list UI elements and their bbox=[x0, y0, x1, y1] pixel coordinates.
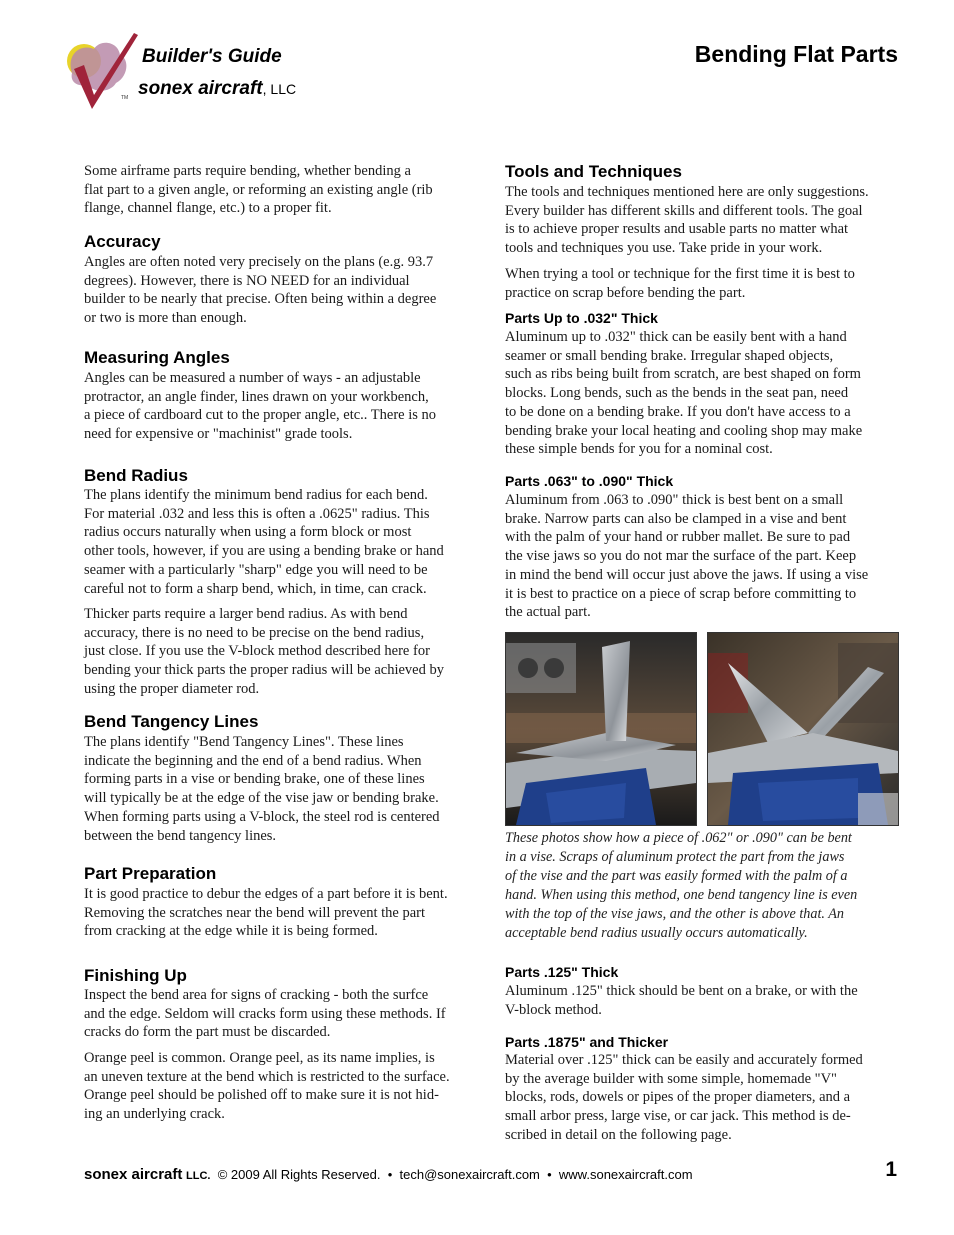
heading-parts-032: Parts Up to .032" Thick bbox=[505, 310, 658, 326]
heading-bend-tangency-lines: Bend Tangency Lines bbox=[84, 712, 259, 731]
footer-email-link[interactable]: tech@sonexaircraft.com bbox=[399, 1167, 540, 1182]
measuring-paragraph: Angles can be measured a number of ways - an adjustable protractor, an angle finder, lines drawn on your workbench, a piece of cardboard cut to the proper angle, etc.. There is no need for expensive or "machinist" grade tools. bbox=[84, 370, 437, 443]
parts-063-paragraph: Aluminum from .063 to .090" thick is best bent on a small brake. Narrow parts can also be clamped in a vise and bent with the palm of your hand or rubber mallet. Be sure to pad the vise jaws so you do not mar the surface of the part. Keep in mind the bend will occur just above the jaws. If using a vise it is best to practice on a piece of scrap before committing to the actual part. bbox=[505, 492, 869, 621]
footer-bullet: • bbox=[387, 1167, 393, 1182]
sonex-logo bbox=[64, 33, 140, 113]
brand-name-text: sonex aircraft bbox=[138, 78, 263, 99]
parts-1875-paragraph: Material over .125" thick can be easily and accurately formed by the average builder with some simple, homemade "V" blocks, rods, dowels or pipes of the proper diameters, and a small arbor press, large vise, or car jack. This method is de- scribed in detail on the following page. bbox=[505, 1052, 863, 1143]
footer-brand: sonex aircraft bbox=[84, 1166, 183, 1183]
checkmark-logo-icon bbox=[64, 33, 140, 113]
heading-accuracy: Accuracy bbox=[84, 232, 161, 251]
heading-part-preparation: Part Preparation bbox=[84, 864, 217, 883]
page-title: Bending Flat Parts bbox=[694, 41, 898, 67]
svg-text:TM: TM bbox=[121, 95, 129, 101]
prep-paragraph: It is good practice to debur the edges of a part before it is bent. Removing the scratches near the bend will prevent the part from cracking at the edge while it is being formed. bbox=[84, 886, 448, 940]
page-number: 1 bbox=[885, 1158, 897, 1181]
heading-bend-radius: Bend Radius bbox=[84, 466, 188, 485]
tools-paragraph-2: When trying a tool or technique for the first time it is best to practice on scrap before bending the part. bbox=[505, 266, 855, 301]
footer-bullet: • bbox=[547, 1167, 552, 1182]
vise-photo-1 bbox=[505, 632, 697, 826]
bend-radius-paragraph-1: The plans identify the minimum bend radius for each bend. For material .032 and less this is often a .0625" radius. This radius occurs naturally when using a form block or most other tools, however, if you are using a bending brake or hand seamer with a particularly "sharp" edge you will need to be careful not to form a sharp bend, which, in time, can crack. bbox=[84, 487, 444, 597]
footer-llc: LLC. bbox=[186, 1170, 211, 1182]
heading-parts-125: Parts .125" Thick bbox=[505, 964, 619, 980]
tangency-paragraph: The plans identify "Bend Tangency Lines". These lines indicate the beginning and the end of a bend radius. When forming parts in a vise or bending brake, one of these lines will typically be at the edge of the vise jaw or bending brake. When forming parts using a V-block, the steel rod is centered between the bend tangency lines. bbox=[84, 734, 440, 844]
bend-radius-paragraph-2: Thicker parts require a larger bend radius. As with bend accuracy, there is no need to be precise on the bend radius, just close. If you use the V-block method described here for bending your thick parts the proper radius will be achieved by using the proper diameter rod. bbox=[84, 606, 444, 697]
brand-name bbox=[138, 78, 296, 100]
accuracy-paragraph: Angles are often noted very precisely on the plans (e.g. 93.7 degrees). However, there is NO NEED for an individual builder to be nearly that precise. Often being within a degree or two is more than enough. bbox=[84, 254, 437, 327]
finishing-paragraph-2: Orange peel is common. Orange peel, as its name implies, is an uneven texture at the bend which is restricted to the surface. Orange peel should be polished off to make sure it is not hid- ing an underlying crack. bbox=[84, 1050, 450, 1123]
parts-125-paragraph: Aluminum .125" thick should be bent on a brake, or with the V-block method. bbox=[505, 983, 858, 1018]
intro-paragraph: Some airframe parts require bending, whether bending a flat part to a given angle, or reforming an existing angle (rib flange, channel flange, etc.) to a proper fit. bbox=[84, 163, 433, 217]
brand-guide-label: Builder's Guide bbox=[142, 46, 282, 67]
footer-copyright: © 2009 All Rights Reserved. bbox=[217, 1167, 381, 1182]
heading-parts-1875: Parts .1875" and Thicker bbox=[505, 1034, 669, 1050]
heading-measuring-angles: Measuring Angles bbox=[84, 348, 230, 367]
finishing-paragraph-1: Inspect the bend area for signs of cracking - both the surfce and the edge. Seldom will cracks form using these methods. If cracks do form the part must be discarded. bbox=[84, 987, 446, 1041]
footer bbox=[84, 1166, 693, 1183]
heading-finishing-up: Finishing Up bbox=[84, 966, 187, 985]
tools-paragraph-1: The tools and techniques mentioned here are only suggestions. Every builder has different skills and different tools. The goal is to achieve proper results and usable parts no matter what tools and techniques you use. Take pride in your work. bbox=[505, 184, 869, 257]
photo-caption: These photos show how a piece of .062" or .090" can be bent in a vise. Scraps of aluminum protect the part from the jaws of the vise and the part was easily formed with the palm of a hand. When using this method, one bend tangency line is even with the top of the vise jaws, and the other is above that. An acceptable bend radius usually occurs automatically. bbox=[505, 830, 858, 941]
footer-web-link[interactable]: www.sonexaircraft.com bbox=[558, 1167, 693, 1182]
heading-parts-063-090: Parts .063" to .090" Thick bbox=[505, 473, 674, 489]
brand-suffix: , LLC bbox=[262, 81, 297, 97]
parts-032-paragraph: Aluminum up to .032" thick can be easily bent with a hand seamer or small bending brake. Irregular shaped objects, such as ribs being built from scratch, are best shaped on form blocks. Long bends, such as the bends in the seat pan, need to be done on a bending brake. If you don't have access to a bending brake your local heating and cooling shop may make these simple bends for you for a nominal cost. bbox=[505, 329, 863, 458]
vise-photo-2 bbox=[707, 632, 899, 826]
heading-tools-and-techniques: Tools and Techniques bbox=[505, 162, 682, 181]
